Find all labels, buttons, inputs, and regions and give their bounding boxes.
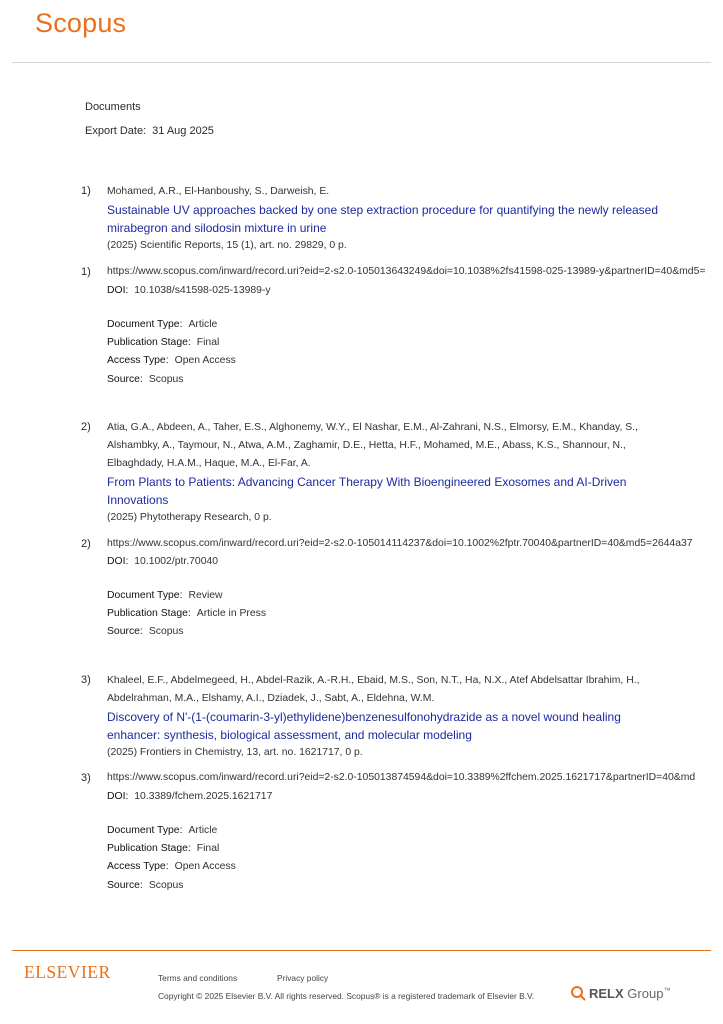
scopus-logo: Scopus	[35, 8, 127, 38]
document-doi-row	[107, 791, 272, 802]
document-number: 2)	[81, 421, 91, 433]
field-label: Source:	[107, 879, 143, 891]
field-value: Article	[188, 319, 218, 330]
field-value: Scopus	[148, 373, 184, 385]
field-row	[107, 334, 236, 352]
document-url-link[interactable]: https://www.scopus.com/inward/record.uri?eid=2-s2.0-105013643249&doi=10.1038%2fs41598-025-13989-y&partnerID=40&md5=	[107, 266, 706, 277]
document-fields	[107, 822, 236, 895]
field-label: Publication Stage:	[107, 608, 191, 620]
document-authors: Mohamed, A.R., El-Hanboushy, S., Darweish, E.	[107, 186, 330, 197]
copyright-text: Copyright © 2025 Elsevier B.V. All rights reserved. Scopus® is a registered trademark of Elsevier B.V.	[158, 991, 535, 1001]
field-label: Access Type:	[107, 355, 169, 367]
document-source: (2025) Frontiers in Chemistry, 13, art. no. 1621717, 0 p.	[107, 747, 363, 758]
field-label: Document Type:	[107, 319, 183, 330]
document-url-link[interactable]: https://www.scopus.com/inward/record.uri?eid=2-s2.0-105014114237&doi=10.1002%2fptr.70040&partnerID=40&md5=2644a37	[107, 538, 693, 549]
document-fields	[107, 316, 236, 389]
document-number: 3)	[81, 674, 91, 686]
document-title-link[interactable]: From Plants to Patients: Advancing Cancer Therapy With Bioengineered Exosomes and AI-Driven Innovations	[107, 475, 627, 507]
header-divider	[12, 62, 711, 63]
field-value: Article in Press	[196, 608, 267, 620]
privacy-link[interactable]: Privacy policy	[277, 973, 329, 983]
doi-label: DOI:	[107, 791, 129, 802]
section-title: Documents	[85, 101, 141, 113]
field-row	[107, 352, 236, 370]
relx-logo	[570, 985, 670, 1001]
document-title-link[interactable]: Discovery of N'-(1-(coumarin-3-yl)ethylidene)benzenesulfonohydrazide as a novel wound healing enhancer: synthesis, biological assessment, and molecular modeling	[107, 710, 621, 742]
elsevier-logo: ELSEVIER	[24, 962, 111, 982]
field-value: Review	[188, 590, 223, 601]
document-authors: Atia, G.A., Abdeen, A., Taher, E.S., Alghonemy, W.Y., El Nashar, E.M., Al-Zahrani, N.S., Elmorsy, E.M., Khanday, S., Alshambky, A., Taymour, N., Atwa, A.M., Zaghamir, D.E., Hetta, H.F., Mohamed, M.E., Abass, K.S., Shannour, N., Elbaghdady, H.A.M., Haque, M.A., El-Far, A.	[107, 422, 638, 469]
document-url-number: 3)	[81, 772, 91, 784]
field-row	[107, 605, 266, 623]
field-value: Scopus	[148, 626, 184, 638]
field-value: Final	[196, 337, 220, 349]
relx-mark-icon	[570, 985, 586, 1001]
doi-label: DOI:	[107, 556, 129, 567]
doi-label: DOI:	[107, 285, 129, 296]
field-row	[107, 316, 236, 334]
relx-group: Group	[627, 985, 664, 1001]
field-value: Open Access	[174, 355, 236, 367]
field-row	[107, 858, 236, 876]
document-source: (2025) Scientific Reports, 15 (1), art. no. 29829, 0 p.	[107, 240, 347, 251]
field-label: Source:	[107, 373, 143, 385]
doi-value: 10.1002/ptr.70040	[134, 556, 219, 567]
field-label: Access Type:	[107, 861, 169, 873]
field-value: Final	[196, 843, 220, 855]
document-authors: Khaleel, E.F., Abdelmegeed, H., Abdel-Razik, A.-R.H., Ebaid, M.S., Son, N.T., Ha, N.X., Atef Abdelsattar Ibrahim, H., Abdelrahman, M.A., Elshamy, A.I., Dziadek, J., Sabt, A., Eldehna, W.M.	[107, 675, 640, 704]
document-url-link[interactable]: https://www.scopus.com/inward/record.uri?eid=2-s2.0-105013874594&doi=10.3389%2ffchem.2025.1621717&partnerID=40&md	[107, 772, 696, 783]
document-fields	[107, 587, 266, 642]
relx-wordmark	[589, 986, 670, 1001]
field-label: Document Type:	[107, 825, 183, 836]
relx-tm: ™	[663, 987, 671, 995]
field-label: Publication Stage:	[107, 337, 191, 349]
field-label: Publication Stage:	[107, 843, 191, 855]
export-date-row	[85, 125, 214, 137]
relx-name: RELX	[589, 985, 624, 1001]
field-row	[107, 623, 266, 641]
field-row	[107, 840, 236, 858]
document-citation	[107, 672, 667, 762]
doi-value: 10.3389/fchem.2025.1621717	[134, 791, 273, 802]
document-doi-row	[107, 285, 271, 296]
field-row	[107, 587, 266, 605]
document-citation	[107, 183, 667, 255]
document-citation	[107, 419, 667, 527]
export-date-value: 31 Aug 2025	[152, 125, 214, 137]
document-doi-row	[107, 556, 218, 567]
field-value: Article	[188, 825, 218, 836]
field-row	[107, 822, 236, 840]
document-title-link[interactable]: Sustainable UV approaches backed by one step extraction procedure for quantifying the newly released mirabegron and silodosin mixture in urine	[107, 203, 659, 235]
doi-value: 10.1038/s41598-025-13989-y	[134, 285, 271, 296]
document-source: (2025) Phytotherapy Research, 0 p.	[107, 512, 272, 523]
document-url-number: 1)	[81, 266, 91, 278]
field-label: Source:	[107, 626, 143, 638]
export-date-label: Export Date:	[85, 125, 147, 137]
field-row	[107, 371, 236, 389]
terms-link[interactable]: Terms and conditions	[158, 973, 238, 983]
document-number: 1)	[81, 185, 91, 197]
field-value: Scopus	[148, 879, 184, 891]
field-label: Document Type:	[107, 590, 183, 601]
document-url-number: 2)	[81, 538, 91, 550]
field-row	[107, 877, 236, 895]
footer-divider	[12, 950, 711, 951]
field-value: Open Access	[174, 861, 236, 873]
